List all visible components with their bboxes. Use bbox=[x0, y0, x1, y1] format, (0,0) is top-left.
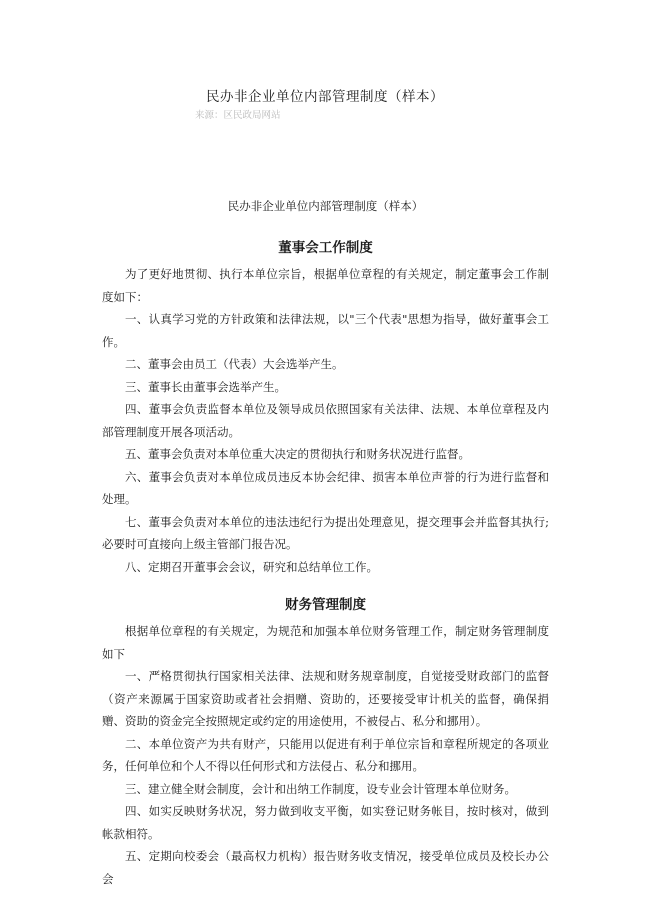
finance-item-5: 五、定期向校委会（最高权力机构）报告财务收支情况，接受单位成员及校长办公会 bbox=[102, 849, 549, 886]
finance-item-1: 一、严格贯彻执行国家相关法律、法规和财务规章制度，自觉接受财政部门的监督（资产来源属于国家资助或者社会捐赠、资助的，还要接受审计机关的监督，确保捐赠、资助的资金完全按照规定或约定的用途使用，不被侵占、私分和挪用）。 bbox=[102, 669, 549, 728]
board-item-1: 一、认真学习党的方针政策和法律法规，以"三个代表"思想为指导，做好董事会工作。 bbox=[102, 312, 549, 349]
source-line: 来源：区民政局网站 bbox=[195, 110, 281, 121]
board-item-3: 三、董事长由董事会选举产生。 bbox=[125, 379, 286, 394]
section-intro-finance: 根据单位章程的有关规定，为规范和加强本单位财务管理工作，制定财务管理制度如下 bbox=[102, 624, 549, 661]
board-item-6: 六、董事会负责对本单位成员违反本协会纪律、损害本单位声誉的行为进行监督和处理。 bbox=[102, 469, 549, 506]
document-subtitle: 民办非企业单位内部管理制度（样本） bbox=[227, 199, 424, 213]
finance-item-2: 二、本单位资产为共有财产，只能用以促进有利于单位宗旨和章程所规定的各项业务，任何单位和个人不得以任何形式和方法侵占、私分和挪用。 bbox=[102, 736, 549, 773]
board-item-4: 四、董事会负责监督本单位及领导成员依照国家有关法律、法规、本单位章程及内部管理制度开展各项活动。 bbox=[102, 402, 549, 439]
section-heading-finance: 财务管理制度 bbox=[285, 597, 366, 613]
document-title: 民办非企业单位内部管理制度（样本） bbox=[206, 89, 444, 105]
finance-item-3: 三、建立健全财会制度，会计和出纳工作制度，设专业会计管理本单位财务。 bbox=[125, 781, 516, 796]
board-item-5: 五、董事会负责对本单位重大决定的贯彻执行和财务状况进行监督。 bbox=[125, 447, 470, 461]
finance-item-4: 四、如实反映财务状况，努力做到收支平衡，如实登记财务帐目，按时核对，做到帐款相符。 bbox=[102, 804, 549, 841]
section-heading-board: 董事会工作制度 bbox=[278, 240, 373, 256]
document-body bbox=[102, 195, 549, 890]
section-intro-board: 为了更好地贯彻、执行本单位宗旨，根据单位章程的有关规定，制定董事会工作制度如下： bbox=[102, 267, 549, 304]
board-item-8: 八、定期召开董事会会议，研究和总结单位工作。 bbox=[125, 559, 378, 574]
board-item-7: 七、董事会负责对本单位的违法违纪行为提出处理意见，提交理事会并监督其执行; 必要时可直接向上级主管部门报告况。 bbox=[102, 514, 549, 551]
board-item-2: 二、董事会由员工（代表）大会选举产生。 bbox=[125, 357, 344, 371]
